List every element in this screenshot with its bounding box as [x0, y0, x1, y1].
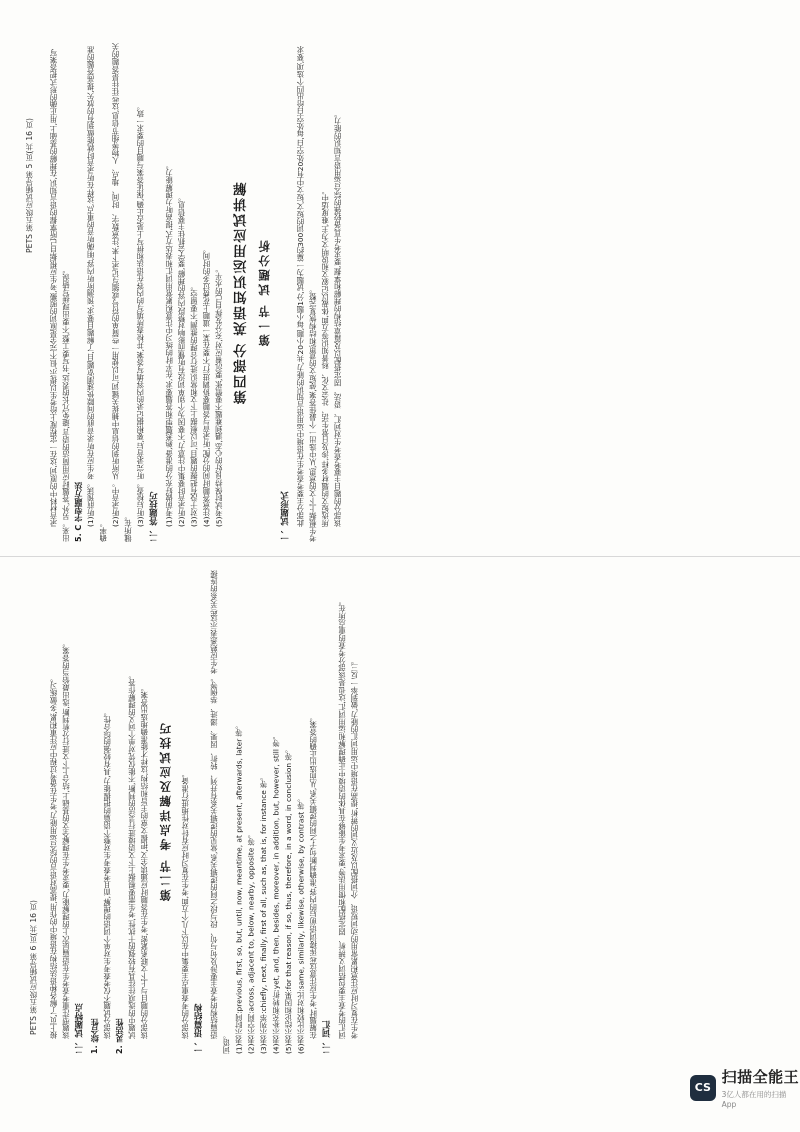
list-item: (1)表示时间:previous, first, so, but, until, now, meantime, at present, afterwards, later 等。 — [234, 721, 244, 1054]
subheading-tips: 二、答题技巧 — [148, 491, 159, 542]
body-paragraph: 语篇结构的考查主要涉及句与句、段与段之间的逻辑关系,常见的逻辑关系有并列、转折、因果、递进、举例等。考生应熟悉表示这些关系的连接词语。 — [209, 570, 231, 1054]
body-paragraph: (3)对于没有把握的题目,可以根据上下文和常识进行合理的推测,不要留空。 — [189, 282, 199, 528]
watermark-app-name: 扫描全能王 — [721, 1068, 800, 1086]
watermark-slogan: 3亿人都在用的扫描App — [721, 1090, 787, 1109]
subheading-format: 一、试题形式 — [279, 491, 290, 542]
body-paragraph: 在解题时,考生应注意这些连接词语前后的内容,准确判断句子之间的逻辑关系,从而选出正确的答案。 — [308, 713, 318, 1040]
fold-line — [0, 556, 800, 557]
page-footer: PETS 第五级应试辅导第 6 页(共 16 页) — [29, 900, 38, 1035]
watermark-text — [722, 1066, 800, 1109]
body-paragraph: 接上页,了解各种语法结构在语境中的作用,提高对语言的综合运用能力,考生在备考过程中应注重积累,多做练习。 — [49, 674, 58, 1040]
feature-heading: 2. 灵活性 — [115, 1018, 125, 1054]
body-paragraph: (1)考前做好充分的准备,熟悉题型和答题要求,在平时的练习中注意积累常用词汇和表达方式,提高听力理解能力。 — [164, 161, 174, 528]
body-paragraph: (3)听后检查。听完录音后,要根据记录的内容填写答案,并检查所填写的内容在语法和拼写上是否正确,保证答案与题目的要求一致。 — [135, 102, 145, 528]
body-paragraph: (2)听录音时要集中注意力,不要因为个别单词没有听懂而影响对整段内容的理解,要学会抓住主要信息。 — [177, 193, 187, 528]
page-five — [48, 42, 748, 542]
body-paragraph: 该题型注重考查考生在语篇层次上的理解能力,要求考生在理解全文的基础上,结合上下文进行分析判断,选出最恰当的答案。 — [61, 639, 71, 1040]
feature-heading: 1. 综合性 — [90, 1018, 100, 1054]
list-item: (3)表示列举:chiefly, next, finally, first of all, such as, that is, for instance 等。 — [259, 773, 269, 1054]
body-paragraph: 试题中的选项往往具有较强的干扰性,考生需要根据上下文语境进行灵活的判断,不能仅凭对单个词义的理解作答。 — [127, 671, 137, 1040]
body-paragraph: 词汇的考查主要包括词义辨析、固定搭配和惯用法等,要求考生能够在具体的语境中正确理解和运用词汇,这也是该部分考查的重点所在。 — [337, 597, 347, 1040]
page-six — [48, 566, 748, 1054]
body-paragraph: 考生在复习时应注意积累常用的动词短语、介词搭配以及近义词的辨析,提高在语境中运用词汇的能力,做到举一反三。 — [349, 657, 359, 1040]
body-paragraph: 该部分的考查重点主要集中在以下几个方面,考生在复习时应有针对性地进行准备。 — [180, 770, 190, 1040]
body-paragraph: 该部分试题不仅考查考生对单个词语的理解,而且考查考生对整个语篇的把握能力,具有较强的综合性。 — [102, 708, 112, 1040]
body-paragraph: 所选短文的题材多样,涉及日常生活、社会文化、科普知识等方面,体裁以记叙文和说明文为主,难度适中。 — [320, 187, 330, 528]
section-title: 第一节 试题分析 — [257, 237, 272, 347]
body-paragraph: 该部分的题目主要考查考生对词汇、语法、固定搭配以及篇章结构的理解和掌握,要求考生具备较强的综合运用语言知识的能力。 — [333, 110, 343, 528]
list-item: (2)表示空间:across, adjacent to, below, nearby, opposite 等。 — [246, 830, 256, 1054]
body-paragraph: (5)考试时保持良好的心态,遇到难题不要慌张,要沉着应对,充分发挥自己的水平。 — [214, 265, 224, 528]
scanner-watermark — [690, 1066, 800, 1109]
body-paragraph: 此部分主要考查考生在语境中运用语言知识的能力,共20小题,每小题1分,试题为一篇约300词的短文,短文中有20处空白,每处空白给出四个选项,要求考生根据上下文的意思,从中选出一个最佳答案,使短文的意思和结构恢复完整。 — [295, 46, 318, 542]
subheading: 5. C 字型题方法 — [73, 481, 83, 542]
section-title: 第二节 考点详解及应试技巧 — [158, 719, 173, 901]
list-item: (6)表示比较和对比:same, similarly, likewise, otherwise, by contrast 等。 — [296, 794, 306, 1054]
list-item: (4)表示补充和转折:yet, and, then, besides, moreover, in addition, but, however, still 等。 — [271, 731, 281, 1054]
chapter-title: 第四部分 英语知识运用应试讲解 — [233, 180, 250, 404]
page-footer: PETS 第五级应试辅导第 5 页(共 16 页) — [25, 118, 34, 253]
body-paragraph: 该部分的题目与上下文联系紧密,考生在答题时应通读全文,把握文章的主旨和结构,这样才能准确地选出答案。 — [139, 684, 149, 1040]
body-paragraph: 录音材料中的原词,这在一定程度上给考生以提示,但不完全是原词的照搬,考生应根据自己所掌握的语言知识,在理解的基础上,用正确的形式把答案写出来。另外,答题时应用简洁的语言,避免冗长的表达,书写要工整,不要出现拼写错误。 — [49, 49, 71, 542]
camscanner-logo-icon: CS — [690, 1075, 716, 1101]
list-item: (5)表示结论和因果:for that reason, if so, thus, therefore, in a word, in conclusion 等。 — [283, 745, 293, 1054]
body-paragraph: (4)注意答题时间的分配,听录音与答题要协调进行,不要在某一道题上花费过多的时间。 — [201, 245, 211, 528]
body-paragraph: (2)听录音中。从所听到的信息中捕捉关键词,可以使用一些简单的符号或缩写记录下来,注意数字、时间、地点、人物等细节信息,这些往往是答题的关键所在。 — [111, 43, 133, 542]
body-paragraph: (1)听前预读。考生应在听录音前的间隙快速浏览题目,了解题目要求,预测所听内容,明确听音的重点,这样在听录音时就能做到有的放矢,提高答题的准确率。 — [86, 46, 108, 542]
subheading-vocab: 二、词汇 — [321, 1020, 332, 1054]
subheading-structure: 一、语篇结构 — [193, 1003, 204, 1054]
subheading-features: 二、试题特点 — [73, 1003, 84, 1054]
